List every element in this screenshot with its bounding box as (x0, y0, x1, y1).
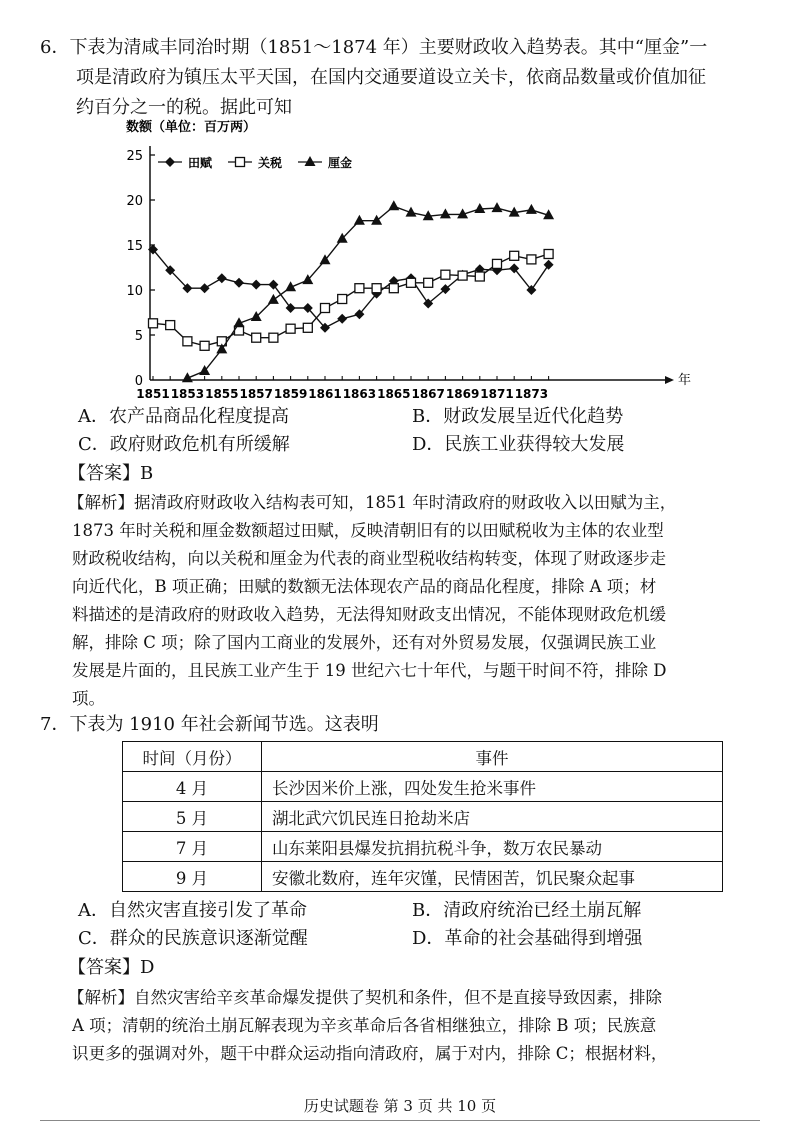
x-tick-label: 1869 (445, 387, 480, 401)
lijin-point (474, 203, 485, 213)
guanshui-point (510, 251, 519, 260)
table-row (123, 862, 723, 892)
table-cell-event: 长沙因米价上涨，四处发生抢米事件 (262, 772, 723, 802)
table-cell-event: 安徽北数府，连年灾馑，民情困苦，饥民聚众起事 (262, 862, 723, 892)
guanshui-point (286, 324, 295, 333)
chart-x-axis-arrow (665, 376, 674, 384)
guanshui-point (493, 259, 502, 268)
q6-analysis-line-3: 财政税收结构，向以关税和厘金为代表的商业型税收结构转变，体现了财政逐步走 (72, 549, 666, 568)
q6-analysis-line-6: 解，排除 C 项；除了国内工商业的发展外，还有对外贸易发展，仅强调民族工业 (72, 633, 657, 652)
q7-analysis-line-2: A 项；清朝的统治土崩瓦解表现为辛亥革命后各省相继独立，排除 B 项；民族意 (72, 1016, 657, 1035)
revenue-trend-chart (122, 114, 692, 406)
q6-analysis-line-8: 项。 (72, 689, 105, 708)
tianfu-point (200, 283, 210, 293)
y-tick-label: 20 (126, 194, 143, 209)
lijin-point (492, 202, 503, 212)
guanshui-point (372, 284, 381, 293)
q7-option-a[interactable]: A．自然灾害直接引发了革命 (78, 900, 307, 921)
tianfu-point (251, 280, 261, 290)
chart-legend (158, 155, 352, 170)
guanshui-point (407, 278, 416, 287)
lijin-point (371, 215, 382, 225)
q7-option-d[interactable]: D．革命的社会基础得到增强 (412, 928, 643, 949)
table-header-row (123, 742, 723, 772)
guanshui-point (389, 284, 398, 293)
table-row (123, 832, 723, 862)
y-tick-label: 0 (134, 374, 143, 389)
y-tick-label: 15 (126, 239, 143, 254)
table-row (123, 802, 723, 832)
table-cell-month: 5 月 (123, 802, 262, 832)
chart-y-axis-label: 数额（单位：百万两） (126, 120, 257, 135)
q7-analysis-line-3: 识更多的强调对外，题干中群众运动指向清政府，属于对内，排除 C；根据材料， (72, 1044, 668, 1063)
footer-rule (40, 1120, 760, 1121)
q7-analysis-line-1: 【解析】自然灾害给辛亥革命爆发提供了契机和条件，但不是直接导致因素，排除 (68, 988, 662, 1007)
guanshui-point (303, 323, 312, 332)
tianfu-point (217, 273, 227, 283)
guanshui-point (149, 319, 158, 328)
tianfu-point (544, 260, 554, 270)
legend-label: 厘金 (328, 156, 353, 170)
table-cell-event: 山东莱阳县爆发抗捐抗税斗争，数万农民暴动 (262, 832, 723, 862)
guanshui-point (338, 295, 347, 304)
lijin-point (305, 156, 316, 166)
legend-label: 关税 (258, 156, 283, 170)
table-header-month: 时间（月份） (123, 742, 262, 772)
q6-answer: 【答案】B (68, 463, 154, 484)
q6-analysis-line-2: 1873 年时关税和厘金数额超过田赋，反映清朝旧有的以田赋税收为主体的农业型 (72, 521, 664, 540)
table-cell-event: 湖北武穴饥民连日抢劫米店 (262, 802, 723, 832)
table-cell-month: 7 月 (123, 832, 262, 862)
table-cell-month: 9 月 (123, 862, 262, 892)
q6-option-d[interactable]: D．民族工业获得较大发展 (412, 434, 625, 455)
q6-analysis-line-7: 发展是片面的，且民族工业产生于 19 世纪六七十年代，与题干时间不符，排除 D (72, 661, 667, 680)
q6-stem-line-3: 约百分之一的税。据此可知 (76, 97, 292, 118)
q6-option-b[interactable]: B．财政发展呈近代化趋势 (412, 406, 624, 427)
guanshui-point (269, 333, 278, 342)
y-tick-label: 25 (126, 149, 143, 164)
x-tick-label: 1861 (308, 387, 342, 401)
page-footer: 历史试题卷 第 3 页 共 10 页 (303, 1097, 497, 1115)
tianfu-point (337, 314, 347, 324)
x-tick-label: 1865 (377, 387, 411, 401)
q6-option-a[interactable]: A．农产品商品化程度提高 (78, 406, 289, 427)
guanshui-point (527, 255, 536, 264)
x-tick-label: 1853 (170, 387, 205, 401)
q6-option-c[interactable]: C．政府财政危机有所缓解 (78, 434, 290, 455)
guanshui-point (183, 337, 192, 346)
q7-answer: 【答案】D (68, 957, 155, 978)
q7-stem: 7．下表为 1910 年社会新闻节选。这表明 (40, 714, 379, 735)
guanshui-point (236, 158, 245, 167)
y-tick-label: 10 (126, 284, 143, 299)
series-line-厘金 (187, 206, 548, 378)
q6-analysis-line-1: 【解析】据清政府财政收入结构表可知，1851 年时清政府的财政收入以田赋为主， (68, 493, 677, 512)
tianfu-point (234, 278, 244, 288)
series-line-田赋 (153, 250, 549, 328)
series-line-关税 (153, 254, 549, 346)
q6-stem-line-1: 6．下表为清咸丰同治时期（1851～1874 年）主要财政收入趋势表。其中“厘金”一 (40, 37, 708, 58)
guanshui-point (355, 284, 364, 293)
x-tick-label: 1863 (342, 387, 377, 401)
lijin-point (526, 204, 537, 214)
x-tick-label: 1867 (411, 387, 445, 401)
lijin-point (268, 294, 279, 304)
q7-news-table (122, 741, 723, 892)
lijin-point (354, 215, 365, 225)
q6-stem-line-2: 项是清政府为镇压太平天国，在国内交通要道设立关卡，依商品数量或价值加征 (76, 67, 706, 88)
chart-x-axis-label: 年 (678, 373, 692, 388)
chart-series (148, 200, 554, 382)
guanshui-point (252, 333, 261, 342)
x-tick-label: 1855 (205, 387, 239, 401)
guanshui-point (424, 278, 433, 287)
x-tick-label: 1851 (136, 387, 170, 401)
guanshui-point (166, 321, 175, 330)
q7-option-b[interactable]: B．清政府统治已经土崩瓦解 (412, 900, 642, 921)
guanshui-point (441, 270, 450, 279)
q7-option-c[interactable]: C．群众的民族意识逐渐觉醒 (78, 928, 308, 949)
table-cell-month: 4 月 (123, 772, 262, 802)
x-tick-label: 1873 (514, 387, 549, 401)
y-tick-label: 5 (134, 329, 143, 344)
guanshui-point (200, 341, 209, 350)
tianfu-point (268, 280, 278, 290)
q6-analysis-line-4: 向近代化，B 项正确；田赋的数额无法体现农产品的商品化程度，排除 A 项；材 (72, 577, 657, 596)
guanshui-point (458, 271, 467, 280)
tianfu-point (286, 303, 296, 313)
tianfu-point (165, 157, 175, 167)
lijin-point (388, 200, 399, 210)
table-row (123, 772, 723, 802)
legend-label: 田赋 (188, 156, 213, 170)
guanshui-point (475, 272, 484, 281)
lijin-point (440, 208, 451, 218)
guanshui-point (321, 304, 330, 313)
q6-analysis-line-5: 料描述的是清政府的财政收入趋势，无法得知财政支出情况，不能体现财政危机缓 (72, 605, 666, 624)
table-header-event: 事件 (262, 742, 723, 772)
x-tick-label: 1857 (239, 387, 273, 401)
x-tick-label: 1871 (480, 387, 514, 401)
x-tick-label: 1859 (273, 387, 308, 401)
guanshui-point (544, 250, 553, 259)
